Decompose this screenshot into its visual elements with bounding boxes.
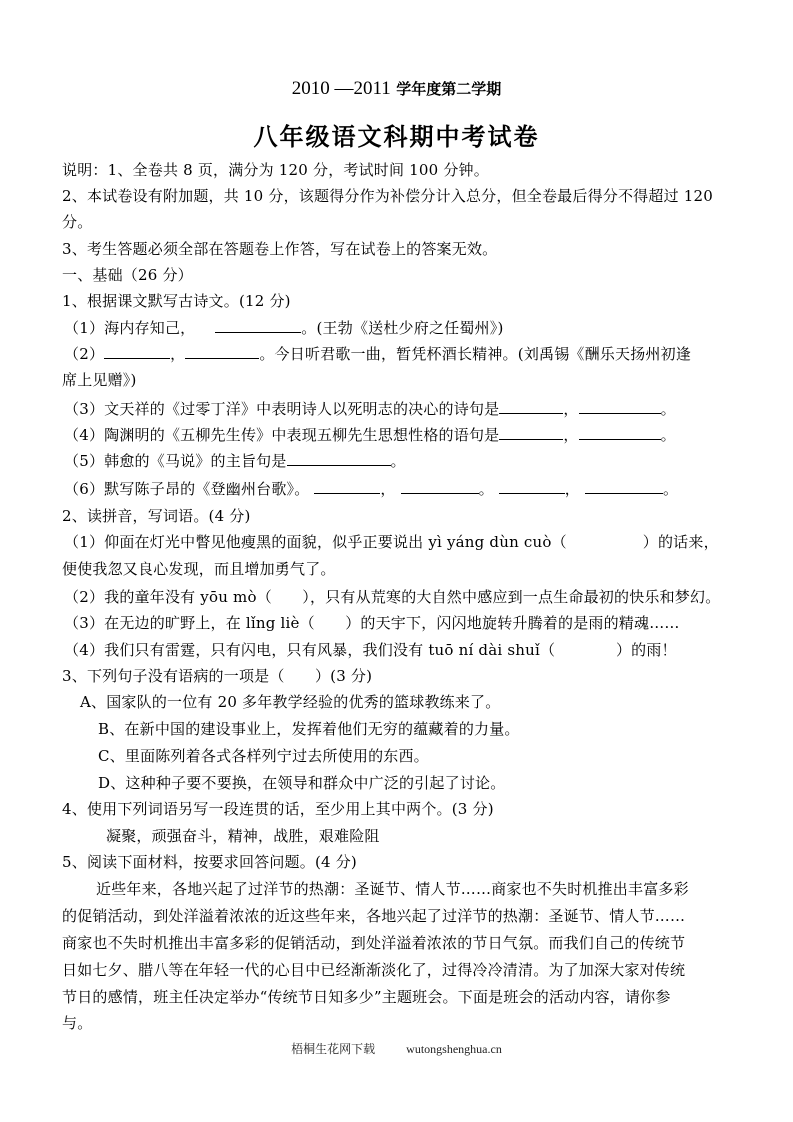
q2-item-1-cont: 便使我忽又良心发现，而且增加勇气了。 — [62, 560, 336, 578]
answer-blank — [185, 344, 259, 359]
question-5-heading: 5、阅读下面材料，按要求回答问题。(4 分) — [62, 853, 357, 871]
q2-item-2: （2）我的童年没有 yōu mò（ ），只有从荒寒的大自然中感应到一点生命最初的快乐和梦幻。 — [64, 588, 721, 606]
item-text: ， — [563, 426, 579, 444]
question-2-heading: 2、读拼音，写词语。(4 分) — [62, 507, 251, 525]
item-text: 。今日听君歌一曲，暂凭杯酒长精神。(刘禹锡《酬乐天扬州初逢 — [259, 345, 692, 363]
page-footer — [0, 1040, 793, 1057]
answer-blank — [287, 451, 391, 466]
section-heading: 一、基础（26 分） — [62, 266, 193, 284]
term-line — [0, 78, 793, 100]
item-text: ， — [563, 400, 579, 418]
item-text: ， — [564, 480, 580, 498]
passage-line: 近些年来，各地兴起了过洋节的热潮：圣诞节、情人节……商家也不失时机推出丰富多彩 — [96, 880, 689, 898]
item-text: ， — [170, 345, 186, 363]
q3-option-a: A、国家队的一位有 20 多年教学经验的优秀的篮球教练来了。 — [80, 693, 501, 711]
answer-blank — [499, 399, 563, 414]
item-text: 。 — [478, 480, 494, 498]
passage-line: 与。 — [62, 1014, 93, 1032]
footer-site-url: wutongshenghua.cn — [406, 1042, 502, 1056]
instruction-line: 分。 — [62, 213, 93, 231]
item-text: （3）文天祥的《过零丁洋》中表明诗人以死明志的决心的诗句是 — [64, 400, 500, 418]
answer-blank — [579, 399, 661, 414]
item-text: （6）默写陈子昂的《登幽州台歌》。 — [64, 480, 310, 498]
term-years: 2010 —2011 — [291, 78, 391, 99]
answer-blank — [579, 425, 661, 440]
answer-blank — [499, 425, 563, 440]
q2-item-1: （1）仰面在灯光中瞥见他瘦黑的面貌，似乎正要说出 yì yáng dùn cuò（ ）的话来， — [64, 533, 719, 551]
q1-item-2-cont: 席上见赠》) — [62, 371, 137, 389]
passage-line: 日如七夕、腊八等在年轻一代的心目中已经渐渐淡化了，过得冷冷清清。为了加深大家对传统 — [62, 961, 686, 979]
instruction-line: 说明：1、全卷共 8 页，满分为 120 分，考试时间 100 分钟。 — [62, 161, 489, 179]
q1-item-4 — [64, 425, 676, 445]
item-text: （4）陶渊明的《五柳先生传》中表现五柳先生思想性格的语句是 — [64, 426, 500, 444]
passage-line: 节日的感情，班主任决定举办“传统节日知多少”主题班会。下面是班会的活动内容，请你参 — [62, 988, 671, 1006]
item-text: 。 — [662, 480, 679, 498]
q3-option-c: C、里面陈列着各式各样列宁过去所使用的东西。 — [98, 747, 429, 765]
page-title: 八年级语文科期中考试卷 — [253, 123, 540, 151]
item-text: 。 — [660, 400, 676, 418]
question-4-heading: 4、使用下列词语另写一段连贯的话，至少用上其中两个。(3 分) — [62, 800, 494, 818]
item-text: （5）韩愈的《马说》的主旨句是 — [64, 452, 287, 470]
q1-item-1 — [64, 318, 504, 338]
answer-blank — [215, 318, 301, 333]
answer-blank — [585, 479, 663, 494]
answer-blank — [401, 479, 479, 494]
answer-blank — [499, 479, 565, 494]
q1-item-3 — [64, 399, 676, 419]
q3-option-d: D、这种种子要不要换，在领导和群众中广泛的引起了讨论。 — [98, 774, 506, 792]
instruction-line: 2、本试卷设有附加题，共 10 分，该题得分作为补偿分计入总分，但全卷最后得分不得超过 120 — [62, 187, 713, 205]
term-label: 学年度第二学期 — [396, 80, 502, 98]
item-text: 。 — [660, 426, 676, 444]
item-text: （2） — [64, 345, 105, 363]
q2-item-3: （3）在无边的旷野上，在 lǐng liè（ ）的天宇下，闪闪地旋转升腾着的是雨的精魂…… — [64, 614, 680, 632]
item-text: ， — [380, 480, 396, 498]
q1-item-2 — [64, 344, 691, 364]
question-3-heading: 3、下列句子没有语病的一项是（ ）(3 分) — [62, 667, 373, 685]
answer-blank — [104, 344, 170, 359]
item-text: （1）海内存知己， — [64, 319, 196, 337]
q2-item-4: （4）我们只有雷霆，只有闪电，只有风暴，我们没有 tuō ní dài shuǐ（ ）的雨！ — [64, 641, 677, 659]
q3-option-b: B、在新中国的建设事业上，发挥着他们无穷的蕴藏着的力量。 — [98, 720, 520, 738]
q1-item-6 — [64, 479, 678, 499]
q1-item-5 — [64, 451, 406, 471]
q4-word-list: 凝聚，顽强奋斗，精神，战胜，艰难险阻 — [106, 827, 380, 845]
passage-line: 的促销活动，到处洋溢着浓浓的近这些年来，各地兴起了过洋节的热潮：圣诞节、情人节…… — [62, 907, 686, 925]
answer-blank — [314, 479, 380, 494]
item-text: 。(王勃《送杜少府之任蜀州》) — [301, 319, 504, 337]
passage-line: 商家也不失时机推出丰富多彩的促销活动，到处洋溢着浓浓的节日气氛。而我们自己的传统节 — [62, 934, 686, 952]
question-1-heading: 1、根据课文默写古诗文。(12 分) — [62, 292, 291, 310]
footer-site-name: 梧桐生花网下载 — [291, 1042, 376, 1056]
item-text: 。 — [390, 452, 406, 470]
instruction-line: 3、考生答题必须全部在答题卷上作答，写在试卷上的答案无效。 — [62, 240, 498, 258]
